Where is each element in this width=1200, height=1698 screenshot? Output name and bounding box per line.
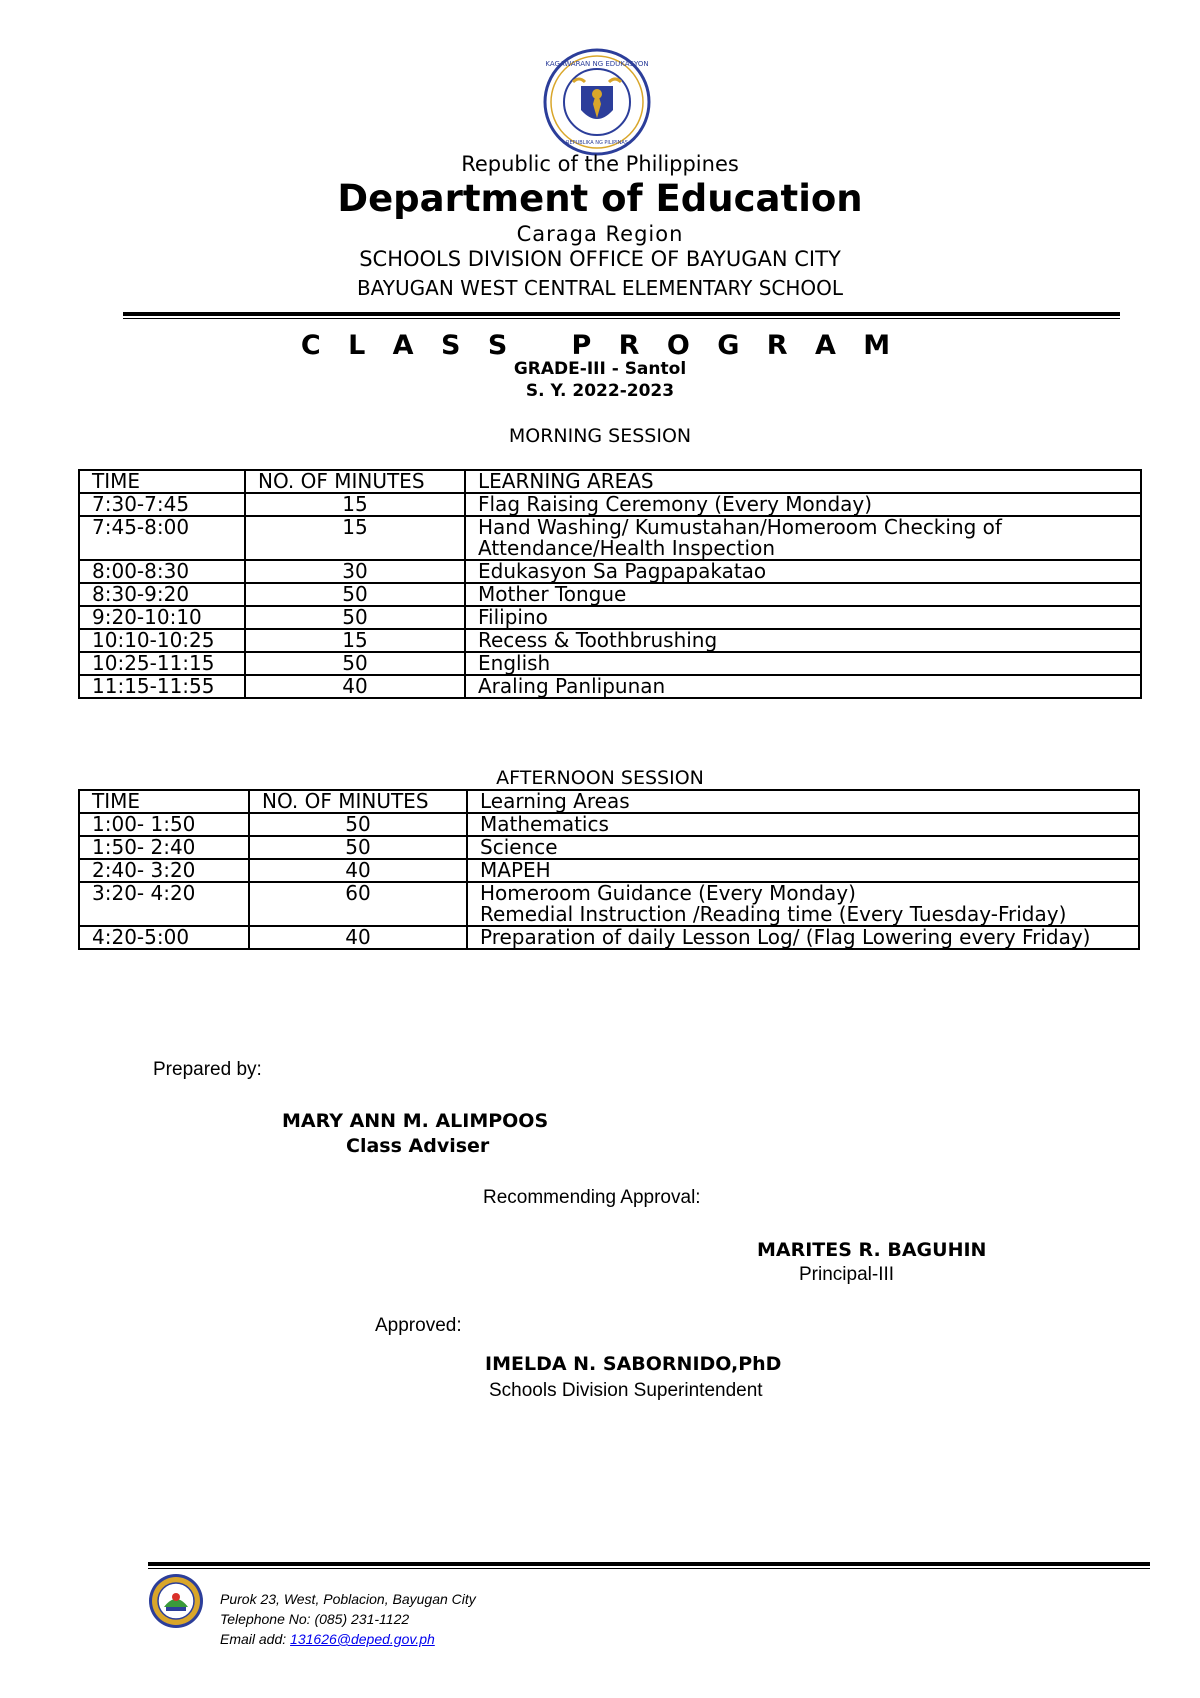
footer-telephone: Telephone No: (085) 231-1122 bbox=[220, 1611, 410, 1627]
header-learning-areas: Learning Areas bbox=[467, 790, 1139, 813]
republic-heading: Republic of the Philippines bbox=[461, 152, 739, 176]
header-time: TIME bbox=[79, 790, 249, 813]
seal-text-top: KAGAWARAN NG EDUKASYON bbox=[545, 60, 649, 68]
cell-learning-area: Science bbox=[467, 836, 1139, 859]
cell-learning-area: Mother Tongue bbox=[465, 583, 1141, 606]
cell-learning-area: Hand Washing/ Kumustahan/Homeroom Checking of Attendance/Health Inspection bbox=[465, 516, 1141, 560]
cell-minutes: 15 bbox=[245, 629, 465, 652]
cell-learning-area: Flag Raising Ceremony (Every Monday) bbox=[465, 493, 1141, 516]
table-row bbox=[79, 606, 1141, 629]
table-row bbox=[79, 560, 1141, 583]
table-row bbox=[79, 882, 1139, 926]
approved-name: IMELDA N. SABORNIDO,PhD bbox=[485, 1353, 782, 1375]
prepared-by-label: Prepared by: bbox=[153, 1059, 262, 1080]
region-heading: Caraga Region bbox=[516, 222, 684, 246]
cell-time: 11:15-11:55 bbox=[79, 675, 245, 698]
cell-learning-area: Filipino bbox=[465, 606, 1141, 629]
cell-time: 10:25-11:15 bbox=[79, 652, 245, 675]
deped-seal-logo bbox=[543, 48, 651, 156]
table-row bbox=[79, 583, 1141, 606]
morning-session-label: MORNING SESSION bbox=[508, 425, 692, 447]
cell-learning-area: Edukasyon Sa Pagpapakatao bbox=[465, 560, 1141, 583]
recommending-name: MARITES R. BAGUHIN bbox=[757, 1239, 987, 1261]
cell-minutes: 50 bbox=[245, 583, 465, 606]
seal-text-bottom: REPUBLIKA NG PILIPINAS bbox=[566, 140, 628, 146]
recommending-title: Principal-III bbox=[799, 1264, 895, 1285]
cell-minutes: 60 bbox=[249, 882, 467, 926]
cell-minutes: 15 bbox=[245, 516, 465, 560]
table-header-row bbox=[79, 790, 1139, 813]
cell-learning-area: Homeroom Guidance (Every Monday) Remedial Instruction /Reading time (Every Tuesday-Friday) bbox=[467, 882, 1139, 926]
header-divider-thin bbox=[123, 318, 1120, 319]
cell-minutes: 50 bbox=[245, 606, 465, 629]
table-row bbox=[79, 652, 1141, 675]
grade-section: GRADE-III - Santol bbox=[513, 359, 687, 379]
cell-minutes: 50 bbox=[249, 836, 467, 859]
table-row bbox=[79, 675, 1141, 698]
footer-email-link[interactable]: 131626@deped.gov.ph bbox=[290, 1631, 435, 1647]
afternoon-schedule-table bbox=[78, 789, 1140, 950]
cell-minutes: 30 bbox=[245, 560, 465, 583]
cell-time: 7:30-7:45 bbox=[79, 493, 245, 516]
header-minutes: NO. OF MINUTES bbox=[249, 790, 467, 813]
prepared-by-title: Class Adviser bbox=[346, 1135, 490, 1157]
table-row bbox=[79, 859, 1139, 882]
cell-time: 2:40- 3:20 bbox=[79, 859, 249, 882]
footer-address: Purok 23, West, Poblacion, Bayugan City bbox=[220, 1591, 476, 1607]
cell-time: 3:20- 4:20 bbox=[79, 882, 249, 926]
footer-email-label: Email add: bbox=[220, 1631, 291, 1647]
table-row bbox=[79, 836, 1139, 859]
cell-time: 9:20-10:10 bbox=[79, 606, 245, 629]
cell-learning-area: Mathematics bbox=[467, 813, 1139, 836]
morning-schedule-table bbox=[78, 469, 1142, 699]
afternoon-session-label: AFTERNOON SESSION bbox=[496, 767, 704, 789]
cell-learning-area: Preparation of daily Lesson Log/ (Flag Lowering every Friday) bbox=[467, 926, 1139, 949]
prepared-by-name: MARY ANN M. ALIMPOOS bbox=[282, 1110, 549, 1132]
cell-time: 4:20-5:00 bbox=[79, 926, 249, 949]
footer-divider-thick bbox=[148, 1562, 1150, 1566]
table-row bbox=[79, 493, 1141, 516]
table-header-row bbox=[79, 470, 1141, 493]
cell-minutes: 40 bbox=[249, 859, 467, 882]
table-row bbox=[79, 813, 1139, 836]
header-learning-areas: LEARNING AREAS bbox=[465, 470, 1141, 493]
cell-time: 8:30-9:20 bbox=[79, 583, 245, 606]
approved-title: Schools Division Superintendent bbox=[489, 1380, 763, 1401]
school-seal-logo bbox=[148, 1573, 204, 1629]
header-time: TIME bbox=[79, 470, 245, 493]
cell-minutes: 15 bbox=[245, 493, 465, 516]
cell-time: 8:00-8:30 bbox=[79, 560, 245, 583]
cell-time: 1:50- 2:40 bbox=[79, 836, 249, 859]
approved-label: Approved: bbox=[375, 1315, 462, 1336]
header-divider-thick bbox=[123, 312, 1120, 316]
footer-divider-thin bbox=[148, 1568, 1150, 1569]
footer-email-line bbox=[220, 1631, 435, 1647]
recommending-approval-label: Recommending Approval: bbox=[483, 1187, 701, 1208]
school-heading: BAYUGAN WEST CENTRAL ELEMENTARY SCHOOL bbox=[356, 276, 844, 300]
cell-minutes: 50 bbox=[245, 652, 465, 675]
cell-learning-area: MAPEH bbox=[467, 859, 1139, 882]
cell-time: 10:10-10:25 bbox=[79, 629, 245, 652]
cell-minutes: 40 bbox=[249, 926, 467, 949]
table-row bbox=[79, 516, 1141, 560]
department-heading: Department of Education bbox=[337, 177, 863, 220]
cell-minutes: 40 bbox=[245, 675, 465, 698]
cell-time: 7:45-8:00 bbox=[79, 516, 245, 560]
table-row bbox=[79, 629, 1141, 652]
header-minutes: NO. OF MINUTES bbox=[245, 470, 465, 493]
school-year: S. Y. 2022-2023 bbox=[525, 381, 675, 401]
cell-minutes: 50 bbox=[249, 813, 467, 836]
cell-learning-area: English bbox=[465, 652, 1141, 675]
table-row bbox=[79, 926, 1139, 949]
document-title: C L A S S P R O G R A M bbox=[300, 330, 900, 361]
cell-learning-area: Araling Panlipunan bbox=[465, 675, 1141, 698]
cell-time: 1:00- 1:50 bbox=[79, 813, 249, 836]
cell-learning-area: Recess & Toothbrushing bbox=[465, 629, 1141, 652]
division-heading: SCHOOLS DIVISION OFFICE OF BAYUGAN CITY bbox=[359, 247, 841, 271]
